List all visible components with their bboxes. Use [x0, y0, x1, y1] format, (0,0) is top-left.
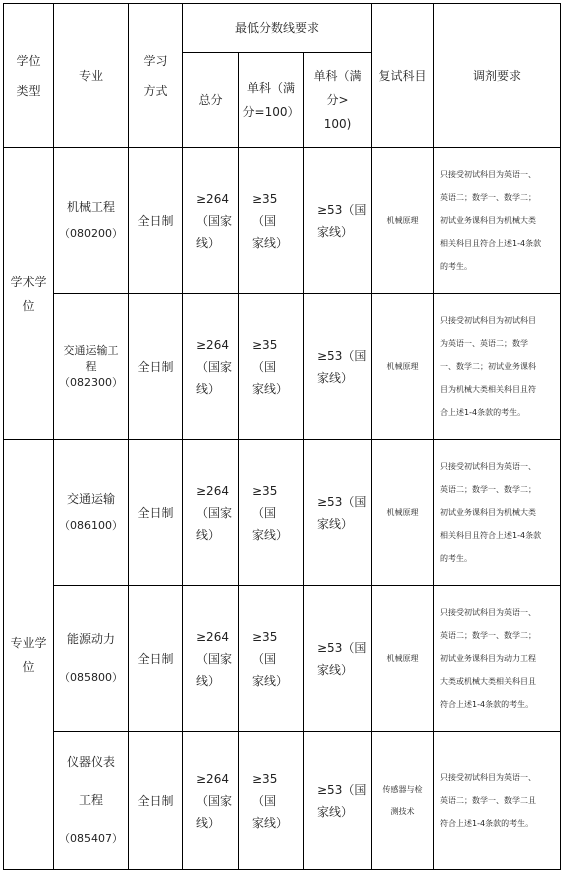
adjustment-requirement: 只接受初试科目为英语一、 英语二；数学一、数学二； 初试业务课科目为动力工程 大类或机械大类相关科目且 符合上述1-4条款的考生。 [434, 586, 561, 732]
table-row [4, 586, 561, 732]
header-major: 专业 [54, 4, 129, 148]
header-study-mode: 学习 方式 [129, 4, 183, 148]
study-mode: 全日制 [129, 586, 183, 732]
total-score: ≥264 （国家 线） [183, 148, 239, 294]
single-100-score: ≥35（国 家线） [239, 294, 304, 440]
retest-subject: 机械原理 [372, 294, 434, 440]
single-over-100-score: ≥53（国 家线） [304, 440, 372, 586]
adjustment-requirement: 只接受初试科目为英语一、 英语二；数学一、数学二且 符合上述1-4条款的考生。 [434, 732, 561, 870]
table-row [4, 440, 561, 586]
single-100-score: ≥35（国 家线） [239, 586, 304, 732]
table-row [4, 148, 561, 294]
total-score: ≥264 （国家 线） [183, 732, 239, 870]
study-mode: 全日制 [129, 294, 183, 440]
single-100-score: ≥35（国 家线） [239, 148, 304, 294]
retest-subject: 传感器与检 测技术 [372, 732, 434, 870]
single-over-100-score: ≥53（国 家线） [304, 148, 372, 294]
header-adjustment-requirement: 调剂要求 [434, 4, 561, 148]
header-degree-type: 学位 类型 [4, 4, 54, 148]
major-name: 仪器仪表 工程 （085407） [54, 732, 129, 870]
header-total: 总分 [183, 53, 239, 148]
single-100-score: ≥35（国 家线） [239, 732, 304, 870]
admission-requirements-table [3, 3, 561, 870]
total-score: ≥264 （国家 线） [183, 440, 239, 586]
adjustment-requirement: 只接受初试科目为初试科目 为英语一、英语二；数学 一、数学二；初试业务课科 目为机械大类相关科目且符 合上述1-4条款的考生。 [434, 294, 561, 440]
major-name: 能源动力 （085800） [54, 586, 129, 732]
header-single-100: 单科（满 分=100） [239, 53, 304, 148]
retest-subject: 机械原理 [372, 440, 434, 586]
single-over-100-score: ≥53（国 家线） [304, 294, 372, 440]
study-mode: 全日制 [129, 440, 183, 586]
major-name: 交通运输工 程 （082300） [54, 294, 129, 440]
retest-subject: 机械原理 [372, 148, 434, 294]
table-row [4, 732, 561, 870]
adjustment-requirement: 只接受初试科目为英语一、 英语二；数学一、数学二； 初试业务课科目为机械大类 相关科目且符合上述1-4条款 的考生。 [434, 440, 561, 586]
single-100-score: ≥35（国 家线） [239, 440, 304, 586]
major-name: 机械工程 （080200） [54, 148, 129, 294]
header-min-score-group: 最低分数线要求 [183, 4, 372, 53]
degree-type-professional: 专业学 位 [4, 440, 54, 870]
study-mode: 全日制 [129, 732, 183, 870]
single-over-100-score: ≥53（国 家线） [304, 586, 372, 732]
study-mode: 全日制 [129, 148, 183, 294]
major-name: 交通运输 （086100） [54, 440, 129, 586]
degree-type-academic: 学术学 位 [4, 148, 54, 440]
total-score: ≥264 （国家 线） [183, 294, 239, 440]
table-row [4, 294, 561, 440]
single-over-100-score: ≥53（国 家线） [304, 732, 372, 870]
total-score: ≥264 （国家 线） [183, 586, 239, 732]
header-retest-subject: 复试科目 [372, 4, 434, 148]
retest-subject: 机械原理 [372, 586, 434, 732]
adjustment-requirement: 只接受初试科目为英语一、 英语二；数学一、数学二； 初试业务课科目为机械大类 相关科目且符合上述1-4条款 的考生。 [434, 148, 561, 294]
header-single-over-100: 单科（满 分> 100) [304, 53, 372, 148]
